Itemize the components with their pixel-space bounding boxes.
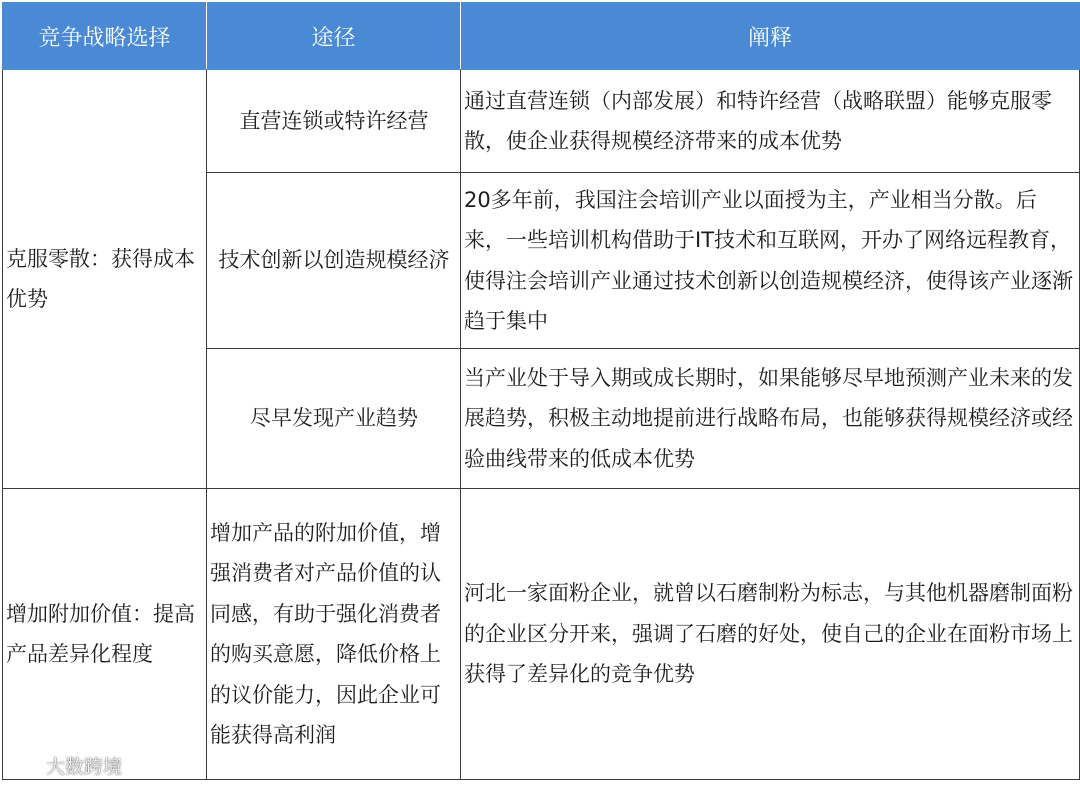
strategy-cell-cost: 克服零散：获得成本优势 — [3, 70, 207, 489]
explanation-cell: 20多年前，我国注会培训产业以面授为主，产业相当分散。后来，一些培训机构借助于IT技术和互联网，开办了网络远程教育，使得注会培训产业通过技术创新以创造规模经济，使得该产业逐渐趋于集中 — [461, 173, 1080, 349]
explanation-cell: 当产业处于导入期或成长期时，如果能够尽早地预测产业未来的发展趋势，积极主动地提前进行战略布局，也能够获得规模经济或经验曲线带来的低成本优势 — [461, 349, 1080, 489]
brand-logo-icon — [8, 755, 42, 777]
approach-cell: 增加产品的附加价值，增强消费者对产品价值的认同感，有助于强化消费者的购买意愿，降低价格上的议价能力，因此企业可能获得高利润 — [207, 489, 461, 780]
watermark-text: 大数跨境 — [46, 756, 123, 778]
header-strategy: 竞争战略选择 — [3, 3, 207, 70]
header-approach: 途径 — [207, 3, 461, 70]
explanation-cell: 通过直营连锁（内部发展）和特许经营（战略联盟）能够克服零散，使企业获得规模经济带来的成本优势 — [461, 70, 1080, 173]
header-explanation: 阐释 — [461, 3, 1080, 70]
strategy-table — [2, 2, 1080, 780]
approach-cell: 尽早发现产业趋势 — [207, 349, 461, 489]
approach-cell: 直营连锁或特许经营 — [207, 70, 461, 173]
table-row — [3, 489, 1080, 780]
table-header-row — [3, 3, 1080, 70]
approach-cell: 技术创新以创造规模经济 — [207, 173, 461, 349]
table-row — [3, 70, 1080, 173]
watermark — [8, 752, 122, 779]
explanation-cell: 河北一家面粉企业，就曾以石磨制粉为标志，与其他机器磨制面粉的企业区分开来，强调了石磨的好处，使自己的企业在面粉市场上获得了差异化的竞争优势 — [461, 489, 1080, 780]
strategy-cell-differentiation: 增加附加价值：提高产品差异化程度 — [3, 489, 207, 780]
